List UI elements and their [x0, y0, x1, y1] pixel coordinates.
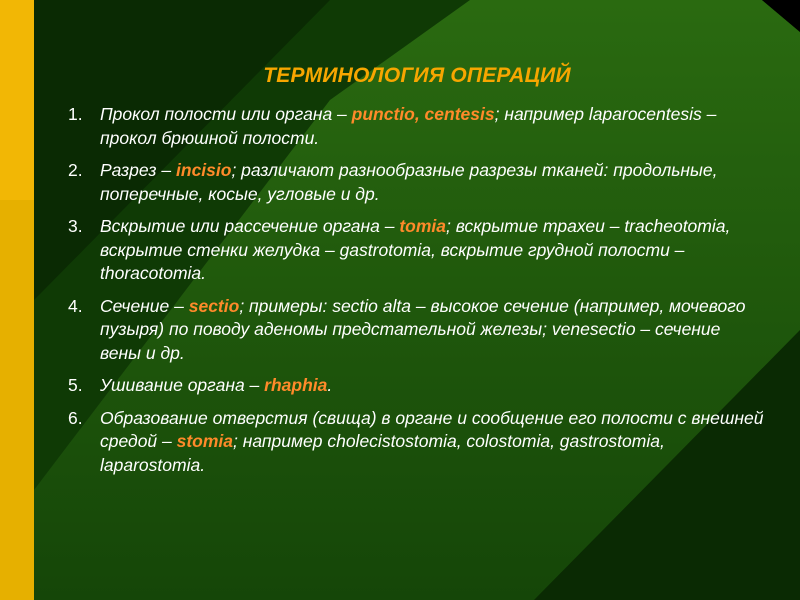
list-item	[66, 215, 766, 286]
item-term: stomia	[176, 431, 234, 451]
item-text-after: ; например cholecistostomia, colostomia, gastrostomia, laparostomia.	[100, 431, 665, 475]
item-text-after: ; примеры: sectio alta – высокое сечение (например, мочевого пузыря) по поводу аденомы предстательной железы; venesectio – сечение вены и др.	[100, 295, 746, 363]
item-number: 4.	[68, 295, 83, 316]
item-term: punctio, centesis	[351, 104, 495, 124]
list-item	[66, 374, 766, 398]
list-item	[66, 295, 766, 366]
terminology-list	[66, 103, 766, 486]
item-number: 3.	[68, 216, 83, 236]
item-term: rhaphia	[264, 375, 328, 395]
item-text-after: ; например laparocentesis – прокол брюшной полости.	[100, 104, 717, 148]
item-text-before: Вскрытие или рассечение органа –	[100, 216, 400, 236]
left-accent-bar-bottom	[0, 200, 34, 600]
item-text-after: .	[327, 375, 333, 395]
item-term: tomia	[399, 216, 446, 236]
item-text-before: Образование отверстия (свища) в органе и сообщение его полости с внешней средой –	[100, 407, 764, 451]
item-text-before: Ушивание органа –	[100, 375, 265, 395]
item-number: 2.	[68, 160, 83, 180]
list-item	[66, 103, 766, 150]
item-number: 5.	[68, 375, 83, 395]
item-term: sectio	[188, 295, 240, 316]
slide-title: ТЕРМИНОЛОГИЯ ОПЕРАЦИЙ	[263, 64, 571, 87]
item-number: 1.	[68, 104, 83, 124]
list-item	[66, 407, 766, 478]
item-text-before: Разрез –	[100, 160, 177, 180]
item-text-after: ; вскрытие трахеи – tracheotomia, вскрытие стенки желудка – gastrotomia, вскрытие грудной полости – thoracotomia.	[100, 216, 731, 283]
list-item	[66, 159, 766, 206]
item-number: 6.	[68, 407, 83, 428]
left-accent-bar-top	[0, 0, 34, 200]
item-text-before: Сечение –	[100, 295, 189, 316]
item-text-before: Прокол полости или органа –	[100, 104, 352, 124]
item-text-after: ; различают разнообразные разрезы тканей: продольные, поперечные, косые, угловые и др.	[100, 160, 718, 204]
item-term: incisio	[176, 160, 232, 180]
